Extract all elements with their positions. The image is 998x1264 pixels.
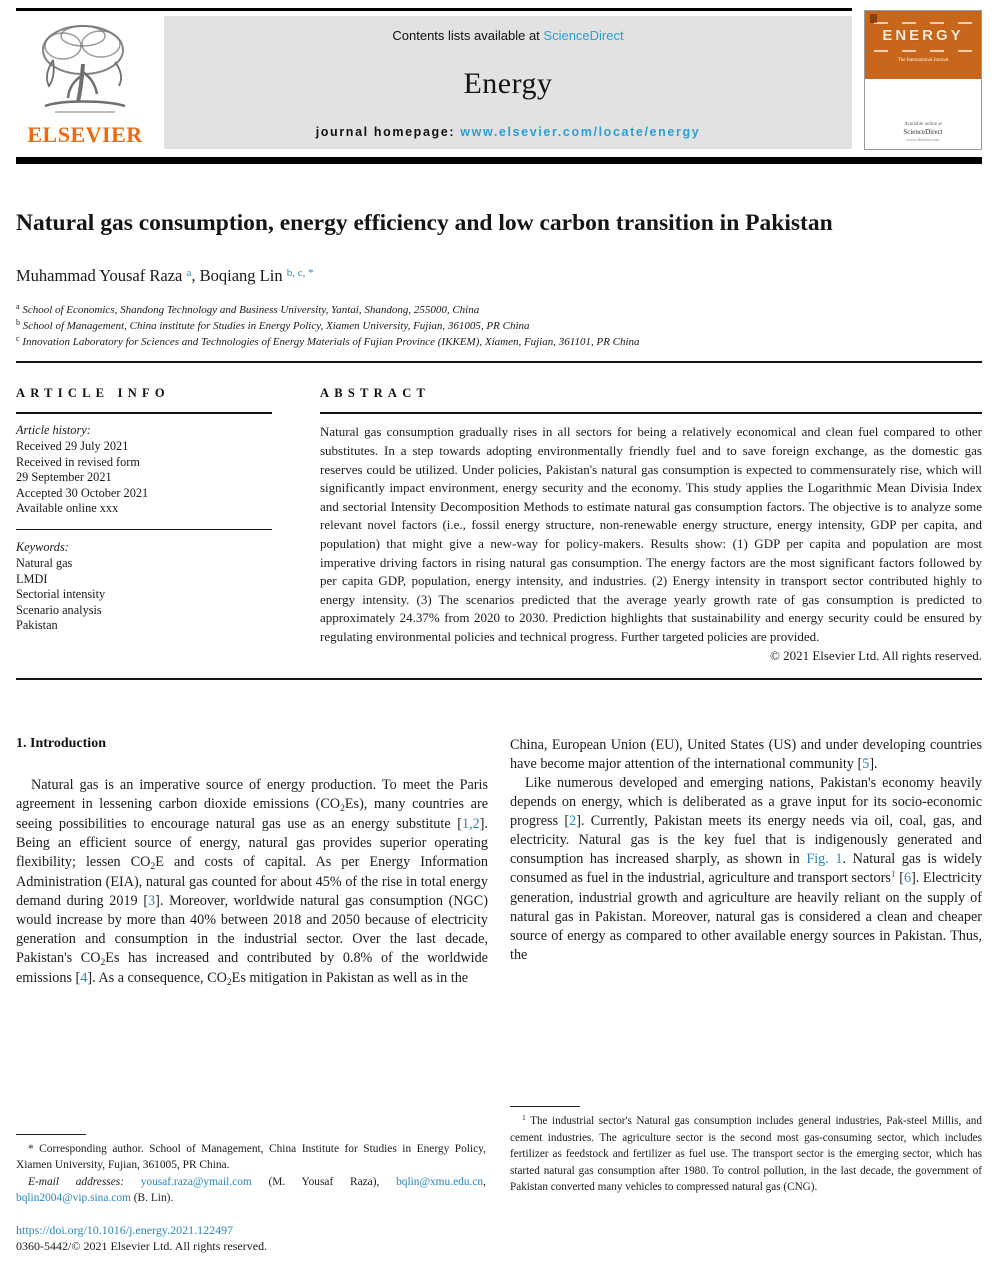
divider: [320, 412, 982, 414]
inline-link[interactable]: 6: [903, 870, 912, 887]
cover-footer: [865, 79, 981, 149]
homepage-line: [316, 125, 701, 139]
journal-banner: [164, 16, 852, 149]
cover-title: ENERGY: [882, 27, 964, 44]
email-addresses-line: E-mail addresses: yousaf.raza@ymail.com (M. Yousaf Raza), bqlin@xmu.edu.cn, bqlin2004@vip.sina.com (B. Lin).: [16, 1175, 486, 1205]
affiliation-text: School of Economics, Shandong Technology and Business University, Yantai, Shandong, 255000, China: [22, 304, 480, 316]
history-line: Accepted 30 October 2021: [16, 485, 149, 500]
divider: [16, 529, 272, 531]
divider: [16, 678, 982, 680]
keywords-block: [16, 540, 272, 634]
body-column-left: [16, 736, 488, 989]
info-abstract-section: [16, 363, 982, 665]
inline-link[interactable]: 1: [890, 869, 896, 881]
inline-link[interactable]: bqlin@xmu.edu.cn: [396, 1175, 484, 1188]
article-info-column: [16, 386, 272, 665]
introduction-heading: 1. Introduction: [16, 736, 106, 752]
affiliation-marker: c: [16, 333, 20, 343]
footnote-divider: [510, 1106, 580, 1107]
inline-link[interactable]: 2: [569, 813, 577, 830]
abstract-heading: ABSTRACT: [320, 386, 431, 401]
keyword: Pakistan: [16, 618, 58, 633]
history-line: Available online xxx: [16, 501, 119, 516]
sciencedirect-link[interactable]: ScienceDirect: [543, 28, 624, 43]
article-history-label: Article history:: [16, 423, 91, 438]
page-header: [16, 8, 982, 150]
journal-title: Energy: [463, 67, 553, 100]
cover-available-text: Available online at: [904, 122, 942, 127]
keyword: Natural gas: [16, 556, 73, 571]
contents-line: [392, 28, 623, 43]
affiliation-row: [16, 303, 982, 319]
body-column-right: [510, 736, 982, 989]
affiliation-marker: b: [16, 317, 20, 327]
homepage-link[interactable]: www.elsevier.com/locate/energy: [460, 125, 701, 139]
footnote-left: [16, 1134, 486, 1254]
inline-link[interactable]: b, c, *: [286, 267, 314, 280]
elsevier-wordmark: ELSEVIER: [27, 122, 143, 147]
homepage-prefix: journal homepage:: [315, 125, 461, 139]
keyword: LMDI: [16, 571, 48, 586]
affiliation-text: Innovation Laboratory for Sciences and Technologies of Energy Materials of Fujian Province (IKKEM), Xiamen, Fujian, 361101, PR China: [22, 335, 640, 348]
cover-word-bars-top: [872, 22, 974, 24]
corresponding-author-note: * Corresponding author. School of Management, China Institute for Studies in Energy Policy, Xiamen University, Fujian, 361005, PR China.: [16, 1143, 486, 1172]
footnote-1: [510, 1106, 982, 1195]
doi-block: [16, 1222, 486, 1254]
header-main: [16, 8, 852, 149]
affiliation-marker: a: [16, 302, 20, 311]
affiliation-row: [16, 319, 982, 335]
history-line: 29 September 2021: [16, 470, 112, 485]
keyword: Scenario analysis: [16, 602, 102, 617]
inline-link[interactable]: bqlin2004@vip.sina.com: [16, 1192, 131, 1205]
footnote-1-text: $^1$ The industrial sector's Natural gas consumption includes general industries, Pak-steel Millis, and cement industries. The agriculture sector is the second most gas-consuming sector, which includes fertilizer as feedstock and fertilizer as fuel use. The transport sector is the emerging sector, which has started natural gas consumption after 1980. To control pollution, in the last decade, the government of Pakistan converted many vehicles to compressed natural gas (CNG).: [510, 1113, 982, 1193]
abstract-copyright: © 2021 Elsevier Ltd. All rights reserved.: [769, 647, 982, 663]
keywords-label: Keywords:: [16, 540, 69, 555]
journal-cover-thumbnail[interactable]: [864, 10, 982, 150]
author-line: Muhammad Yousaf Raza $^a$, Boqiang Lin $^{b, c, *}$: [16, 266, 314, 285]
article-history: [16, 423, 272, 517]
cover-site-text: www.elsevier.com: [906, 137, 940, 142]
abstract-text: Natural gas consumption gradually rises in all sectors for being a relatively economical and clean fuel compared to other substitutes. In a step towards adopting environmentally friendly fuel and to save foreign exchange, as the domestic gas reserves could be utilized. Under policies, Pakistan's natural gas consumption is expected to commensurately rise, which will significantly impact environment, energy security and the economy. This study applies the Logarithmic Mean Divisia Index and sectorial Intensity Decomposition Methods to estimate natural gas consumption factors. The objective is to analyze some relevant novel factors (i.e., fossil energy structure, non-renewable energy structure, energy intensity, GDP per capita, and population) that might give a new-way for policy-makers. Results show: (1) GDP per capita and population are most imperative driving factors in rising natural gas consumption. The energy factors are the most significant factors followed by per capita GDP, population, energy intensity, and industries. (2) Energy intensity in transport sector contributed highly to energy intensity. (3) The scenarios predicted that the average yearly growth rate of gas consumption is predicted to approximately 24.37% from 2020 to 2030. Prediction highlights that sustainability and energy security could be ensured by regulating environmental policies and technical progress. Further targeted policies are provided.: [320, 424, 982, 644]
introduction-paragraph: China, European Union (EU), United States (US) and under developing countries have become major attention of the international community [5].: [510, 737, 982, 773]
inline-link[interactable]: Fig. 1: [806, 851, 843, 868]
cover-subtitle: The International Journal: [897, 58, 949, 63]
inline-link[interactable]: 5: [862, 756, 870, 773]
inline-link[interactable]: 3: [148, 893, 156, 910]
article-info-heading: ARTICLE INFO: [16, 386, 170, 401]
introduction-paragraph: Natural gas is an imperative source of energy production. To meet the Paris agreement in lessening carbon dioxide emissions $(CO_2Es)$, many countries are seeing possibilities to encourage natural gas use as an energy substitute [1,2]. Being an efficient source of energy, natural gas provides superior operating flexibility; lessen $CO_2E$ and costs of capital. As per Energy Information Administration (EIA), natural gas counted for about 45% of the rise in total energy demand during 2019 [3]. Moreover, worldwide natural gas consumption (NGC) would increase by more than 40% between 2018 and 2050 because of electricity generation and consumption in the industrial sector. Over the last decade, Pakistan's $CO_2Es$ has increased and contributed by 0.8% of the worldwide emissions [4]. As a consequence, $CO_2Es$ mitigation in Pakistan as well as in the: [16, 777, 488, 988]
affiliation-row: [16, 335, 982, 351]
contents-prefix: Contents lists available at: [392, 28, 544, 43]
divider: [16, 412, 272, 414]
footnote-divider: [16, 1134, 86, 1135]
elsevier-tree-icon: [31, 20, 139, 120]
inline-link[interactable]: 4: [80, 970, 88, 987]
cover-masthead: [865, 11, 981, 79]
introduction-paragraph: Like numerous developed and emerging nations, Pakistan's economy heavily depends on energy, which is deliberated as a grave input for its socio-economic progress [2]. Currently, Pakistan meets its energy needs via oil, coal, gas, and electricity. Natural gas is the key fuel that is indigenously generated and consumption has increased sharply, as shown in Fig. 1. Natural gas is widely consumed as fuel in the industrial, agriculture and transport sectors$^1$ [6]. Electricity generation, industrial growth and agriculture are heavily reliant on the supply of natural gas in Pakistan. Moreover, natural gas is considered a clean and cheaper source of energy as compared to other available energy sources in Pakistan. Thus, the: [510, 775, 983, 964]
doi-link[interactable]: https://doi.org/10.1016/j.energy.2021.122497: [16, 1222, 234, 1237]
affiliations: [16, 303, 982, 350]
body-columns: [16, 736, 982, 989]
issn-copyright-line: 0360-5442/© 2021 Elsevier Ltd. All rights reserved.: [16, 1238, 268, 1253]
cover-logo-mark: [870, 14, 877, 23]
cover-word-bars-bottom: [872, 50, 974, 52]
history-line: Received 29 July 2021: [16, 438, 129, 453]
inline-link[interactable]: yousaf.raza@ymail.com: [140, 1175, 252, 1188]
cover-sciencedirect-text: ScienceDirect: [903, 128, 943, 136]
abstract-column: [320, 386, 982, 665]
inline-link[interactable]: a: [186, 267, 192, 280]
header-thick-divider: [16, 157, 982, 164]
keyword: Sectorial intensity: [16, 587, 106, 602]
elsevier-logo[interactable]: [16, 16, 154, 149]
inline-link[interactable]: 1,2: [461, 816, 480, 833]
article-title: Natural gas consumption, energy efficiency and low carbon transition in Pakistan: [16, 210, 833, 236]
history-line: Received in revised form: [16, 454, 140, 469]
affiliation-text: School of Management, China institute for Studies in Energy Policy, Xiamen University, Fujian, 361005, PR China: [22, 319, 530, 332]
